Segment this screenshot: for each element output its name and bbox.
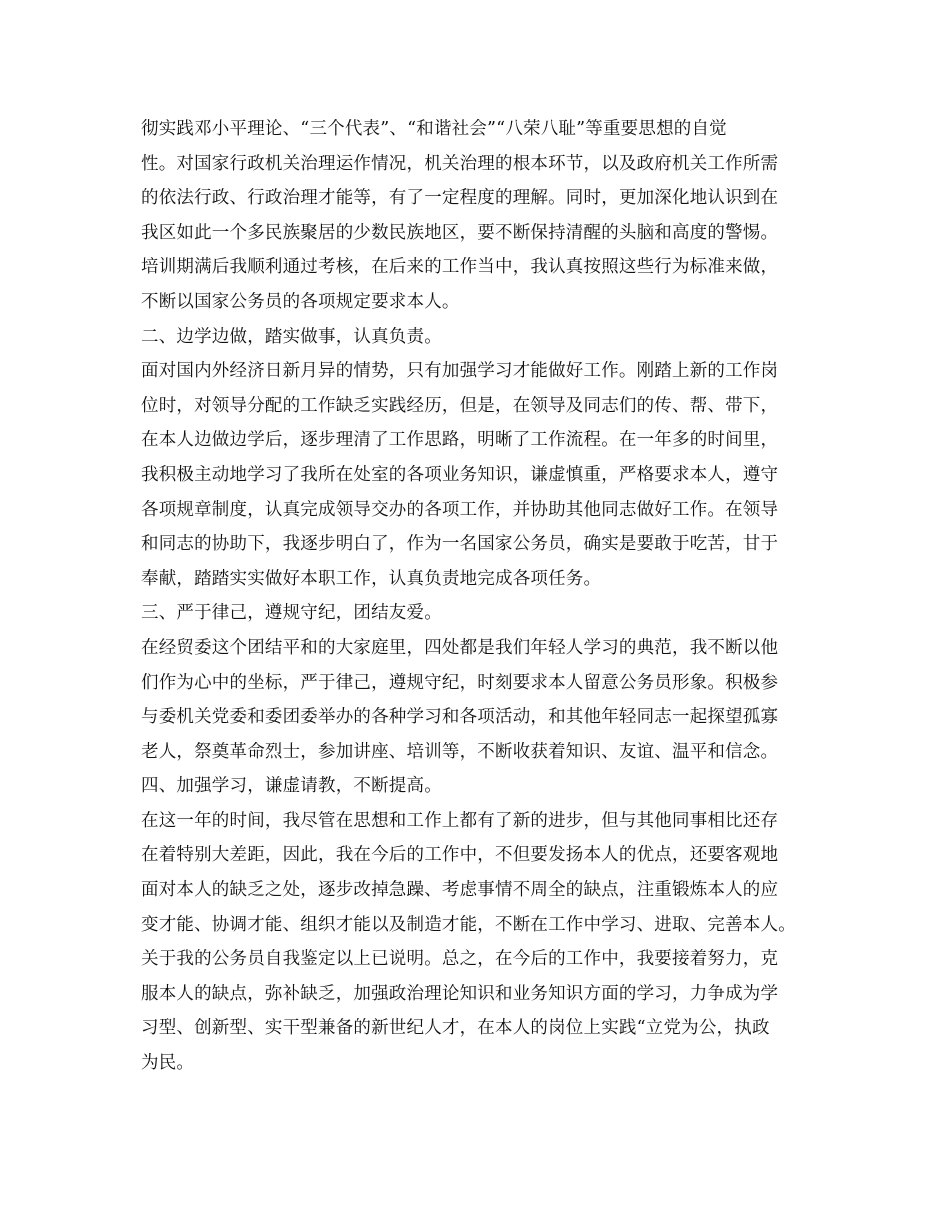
document-body: [141, 112, 821, 1081]
text-line: 彻实践邓小平理论、“三个代表”、“和谐社会”“八荣八耻”等重要思想的自觉: [141, 119, 727, 139]
text-line: 奉献，踏踏实实做好本职工作，认真负责地完成各项任务。: [141, 568, 602, 589]
text-line: 面对本人的缺乏之处，逐步改掉急躁、考虑事情不周全的缺点，注重锻炼本人的应: [141, 880, 779, 901]
text-line: 性。对国家行政机关治理运作情况，机关治理的根本环节，以及政府机关工作所需: [141, 153, 779, 174]
text-line: 不断以国家公务员的各项规定要求本人。: [141, 291, 460, 312]
text-line: 与委机关党委和委团委举办的各种学习和各项活动，和其他年轻同志一起探望孤寡: [141, 707, 779, 728]
text-line: 为民。: [141, 1053, 195, 1074]
text-line: 的依法行政、行政治理才能等，有了一定程度的理解。同时，更加深化地认识到在: [141, 188, 779, 209]
text-line: 我区如此一个多民族聚居的少数民族地区，要不断保持清醒的头脑和高度的警惕。: [141, 222, 779, 243]
text-line: 在经贸委这个团结平和的大家庭里，四处都是我们年轻人学习的典范，我不断以他: [141, 637, 779, 658]
text-line: 在着特别大差距，因此，我在今后的工作中，不但要发扬本人的优点，还要客观地: [141, 845, 779, 866]
text-line: 变才能、协调才能、组织才能以及制造才能，不断在工作中学习、进取、完善本人。: [141, 914, 796, 935]
text-line: 培训期满后我顺利通过考核，在后来的工作当中，我认真按照这些行为标准来做，: [141, 257, 779, 278]
text-line: 面对国内外经济日新月异的情势，只有加强学习才能做好工作。刚踏上新的工作岗: [141, 361, 779, 382]
text-line: 们作为心中的坐标，严于律己，遵规守纪，时刻要求本人留意公务员形象。积极参: [141, 672, 779, 693]
text-line: 我积极主动地学习了我所在处室的各项业务知识，谦虚慎重，严格要求本人，遵守: [141, 464, 779, 485]
text-line: 关于我的公务员自我鉴定以上已说明。总之，在今后的工作中，我要接着努力，克: [141, 949, 779, 970]
text-line: 和同志的协助下，我逐步明白了，作为一名国家公务员，确实是要敢于吃苦，甘于: [141, 534, 779, 555]
text-line: 在本人边做边学后，逐步理清了工作思路，明晰了工作流程。在一年多的时间里，: [141, 430, 779, 451]
text-line: 位时，对领导分配的工作缺乏实践经历，但是，在领导及同志们的传、帮、带下，: [141, 395, 779, 416]
section-heading: 三、严于律己，遵规守纪，团结友爱。: [141, 603, 442, 624]
text-line: 各项规章制度，认真完成领导交办的各项工作，并协助其他同志做好工作。在领导: [141, 499, 779, 520]
text-line: 服本人的缺点，弥补缺乏，加强政治理论知识和业务知识方面的学习，力争成为学: [141, 983, 779, 1004]
section-heading: 四、加强学习，谦虚请教，不断提高。: [141, 776, 442, 797]
text-line: 老人，祭奠革命烈士，参加讲座、培训等，不断收获着知识、友谊、温平和信念。: [141, 741, 779, 762]
section-heading: 二、边学边做，踏实做事，认真负责。: [141, 326, 442, 347]
text-line: 习型、创新型、实干型兼备的新世纪人才，在本人的岗位上实践“立党为公，执政: [141, 1018, 770, 1039]
text-line: 在这一年的时间，我尽管在思想和工作上都有了新的进步，但与其他同事相比还存: [141, 810, 779, 831]
